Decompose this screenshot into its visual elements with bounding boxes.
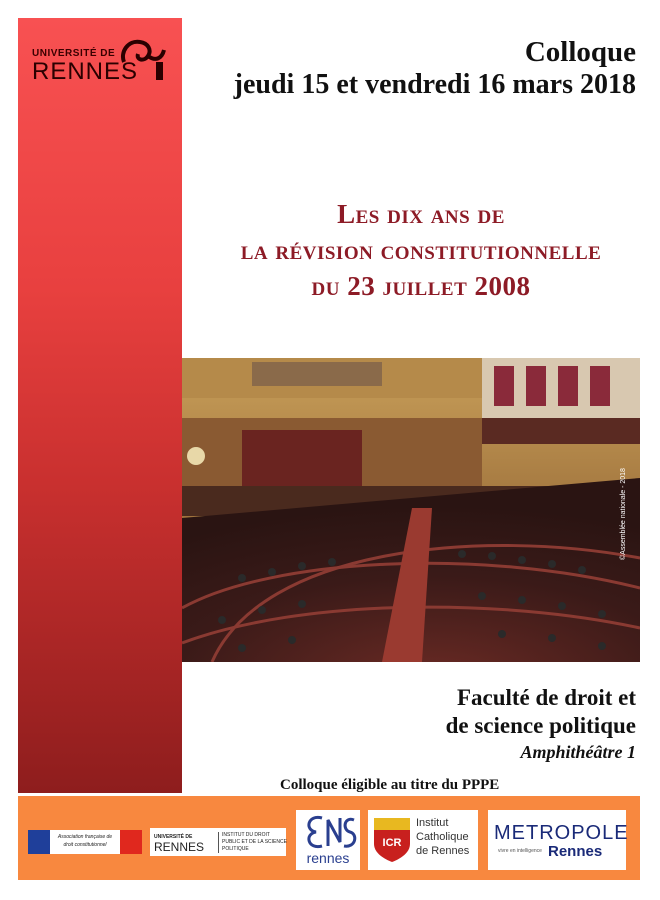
- afdc-logo: [28, 830, 142, 854]
- metro-city: Rennes: [548, 843, 603, 860]
- icr-line2: Catholique: [416, 831, 469, 843]
- event-dates: jeudi 15 et vendredi 16 mars 2018: [233, 69, 636, 100]
- rennes-metropole-logo: [488, 810, 629, 870]
- university-line2: RENNES: [32, 58, 139, 85]
- ens-label: rennes: [306, 850, 350, 866]
- idpsp-institute: INSTITUT DU DROIT PUBLIC ET DE LA SCIENCE POLITIQUE: [218, 832, 288, 853]
- red-sidebar-bar: [18, 18, 182, 793]
- university-line1: UNIVERSITÉ DE: [32, 48, 116, 59]
- venue-line1: Faculté de droit et: [456, 685, 636, 710]
- ermine-icon: [118, 32, 170, 80]
- title-line-2: la révision constitutionnelle: [240, 235, 602, 265]
- afdc-text: Association française de droit constitutionnel: [57, 834, 113, 848]
- idpsp-univ: UNIVERSITÉ DE: [154, 834, 193, 840]
- venue: [446, 684, 636, 764]
- idpsp-rennes: RENNES: [154, 840, 205, 854]
- event-title: [182, 196, 660, 304]
- icr-text: [416, 816, 469, 858]
- flag-red-icon: [120, 830, 142, 854]
- icr-logo: [368, 810, 478, 870]
- title-line-1: Les dix ans de: [337, 199, 505, 229]
- event-header: [234, 36, 636, 102]
- metro-name: METROPOLE: [494, 822, 629, 844]
- eligibility-note: Colloque éligible au titre du PPPE: [280, 777, 500, 793]
- ens-mark-icon: [296, 812, 360, 852]
- icr-line1: Institut: [416, 817, 449, 829]
- partner-logos-band: [18, 796, 640, 880]
- venue-line2: de science politique: [445, 713, 636, 738]
- svg-text:ICR: ICR: [382, 837, 402, 849]
- hemicycle-photo: [182, 358, 640, 662]
- universite-rennes-logo: [26, 30, 176, 90]
- event-type: Colloque: [524, 36, 636, 68]
- idpsp-logo: [150, 828, 286, 856]
- ens-rennes-logo: [296, 810, 360, 870]
- icr-shield-icon: [372, 816, 412, 864]
- title-line-3: du 23 juillet 2008: [311, 271, 531, 301]
- icr-line3: de Rennes: [416, 845, 470, 857]
- photo-credit: ©Assemblée nationale - 2018: [620, 468, 627, 560]
- metro-tagline: vivre en intelligence: [498, 848, 542, 854]
- venue-room: Amphithéâtre 1: [520, 742, 636, 762]
- flag-blue-icon: [28, 830, 50, 854]
